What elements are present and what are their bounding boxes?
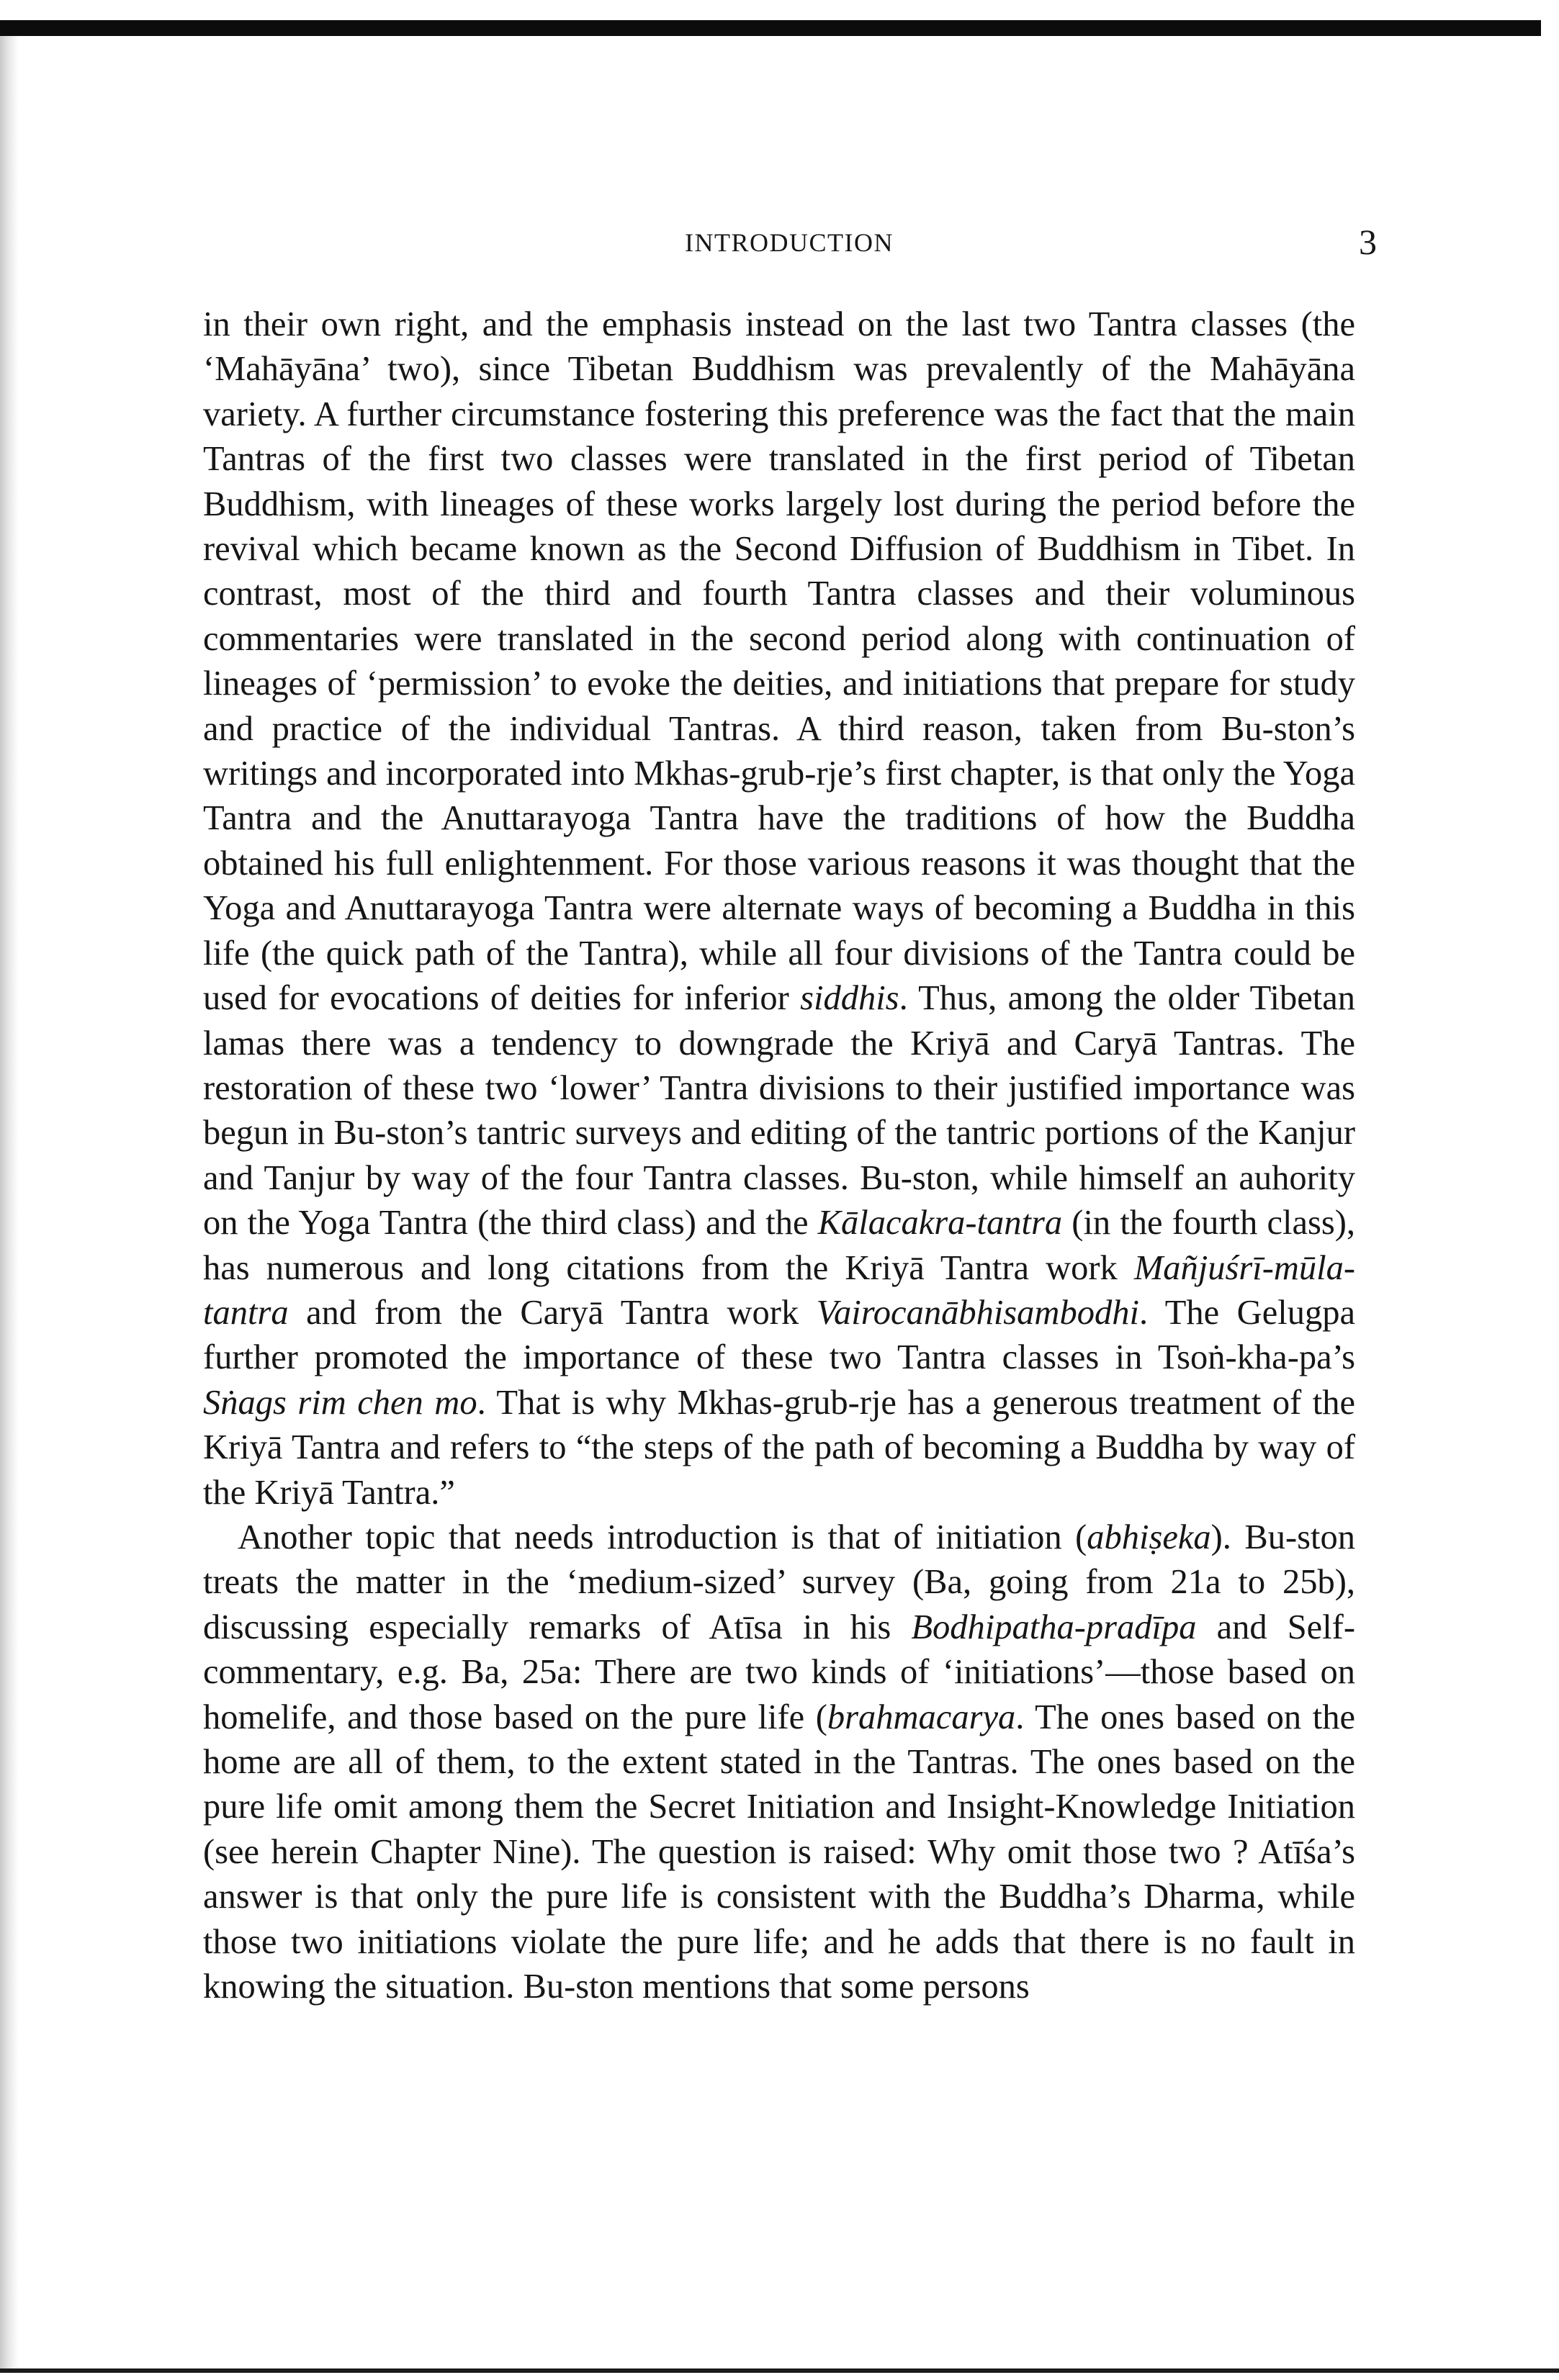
text-run: (in the fourth class), has numerous and long citations from the Kriyā Tantra work (203, 1204, 1355, 1287)
text-run: and from the Caryā Tantra work (288, 1293, 817, 1332)
italic-term: Kālacakra-tantra (817, 1204, 1063, 1243)
text-run: . The Gelugpa further promoted the importance of these two Tantra classes in Tsoṅ-kha-pa’s (203, 1293, 1355, 1377)
running-head-title: INTRODUCTION (685, 228, 894, 257)
text-run: . Thus, among the older Tibetan lamas there was a tendency to downgrade the Kriyā and Caryā Tantras. The restoration of these two ‘lower’ Tantra divisions to their justified importance was begun in Bu-ston’s tantric surveys and editing of the tantric portions of the Kanjur and Tanjur by way of the four Tantra classes. Bu-ston, while himself an auhority on the Yoga Tantra (the third class) and the (203, 979, 1356, 1243)
text-run: and Self-commentary, e.g. Ba, 25a: There are two kinds of ‘initiations’—those based on homelife, and those based on the pure life ( (203, 1608, 1355, 1736)
italic-term: Sṅags rim chen mo (203, 1383, 477, 1422)
text-run: . That is why Mkhas-grub-rje has a generous treatment of the Kriyā Tantra and refers to “the steps of the path of becoming a Buddha by way of the Kriyā Tantra.” (203, 1383, 1355, 1512)
text-run: ). Bu-ston treats the matter in the ‘medium-sized’ survey (Ba, going from 21a to 25b), discussing especially remarks of Atīsa in his (203, 1518, 1355, 1646)
page-number: 3 (1359, 222, 1377, 262)
italic-term: siddhis (800, 979, 899, 1018)
italic-term: brahmacarya (827, 1698, 1016, 1736)
binding-gutter-shadow (0, 36, 19, 2368)
paragraph-1 (203, 302, 1355, 1515)
text-run: . The ones based on the home are all of them, to the extent stated in the Tantras. The ones based on the pure life omit among them the Secret Initiation and Insight-Knowledge Initiation (see herein Chapter Nine). The question is raised: Why omit those two ? Atīśa’s answer is that only the pure life is consistent with the Buddha’s Dharma, while those two initiations violate the pure life; and he adds that there is no fault in knowing the situation. Bu-ston mentions that some persons (203, 1698, 1356, 2006)
text-run: Another topic that needs introduction is that of initiation ( (238, 1518, 1087, 1556)
top-scan-border (0, 20, 1541, 36)
body-text (203, 302, 1355, 2009)
paragraph-2 (203, 1515, 1355, 2009)
bottom-scan-border (0, 2368, 1559, 2373)
italic-term: abhiṣeka (1087, 1518, 1211, 1556)
italic-term: Vairocanābhisambodhi (816, 1293, 1139, 1332)
text-run: in their own right, and the emphasis instead on the last two Tantra classes (the ‘Mahāyāna’ two), since Tibetan Buddhism was prevalently of the Mahāyāna variety. A further circumstance fostering this preference was the fact that the main Tantras of the first two classes were translated in the first period of Tibetan Buddhism, with lineages of these works largely lost during the period before the revival which became known as the Second Diffusion of Buddhism in Tibet. In contrast, most of the third and fourth Tantra classes and their voluminous commentaries were translated in the second period along with continuation of lineages of ‘permission’ to evoke the deities, and initiations that prepare for study and practice of the individual Tantras. A third reason, taken from Bu-ston’s writings and incorporated into Mkhas-grub-rje’s first chapter, is that only the Yoga Tantra and the Anuttarayoga Tantra have the traditions of how the Buddha obtained his full enlightenment. For those various reasons it was thought that the Yoga and Anuttarayoga Tantra were alternate ways of becoming a Buddha in this life (the quick path of the Tantra), while all four divisions of the Tantra could be used for evocations of deities for inferior (203, 305, 1355, 1018)
italic-term: Bodhipatha-pradīpa (911, 1608, 1197, 1646)
italic-term: Mañjuśrī-mūla-tantra (203, 1248, 1355, 1332)
running-head (202, 222, 1377, 262)
